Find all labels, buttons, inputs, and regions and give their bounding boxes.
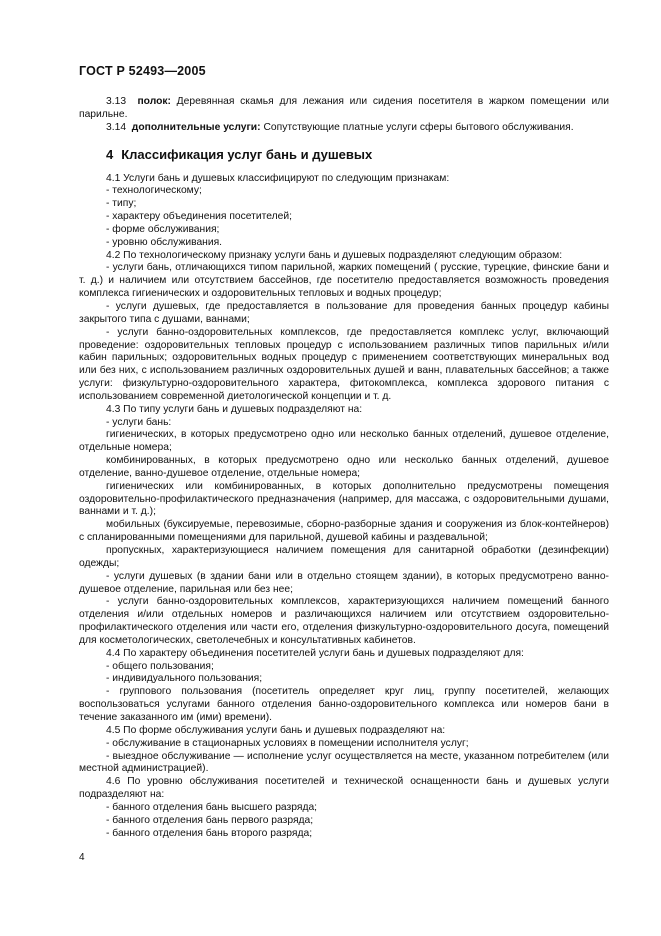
- term: дополнительные услуги:: [131, 121, 261, 133]
- list-item: - выездное обслуживание — исполнение услуг осуществляется на месте, указанном потребителем (или местной администрацией).: [79, 750, 609, 775]
- paragraph: 4.3 По типу услуги бань и душевых подразделяют на:: [106, 403, 363, 415]
- list-item: - услуги душевых (в здании бани или в отдельно стоящем здании), в которых предусмотрено ванно-душевое отделение, парильная или без нее;: [79, 570, 609, 595]
- list-item: - типу;: [106, 198, 137, 210]
- list-item: - форме обслуживания;: [106, 223, 220, 235]
- definition-text: Сопутствующие платные услуги сферы бытового обслуживания.: [263, 121, 574, 133]
- list-item: - уровню обслуживания.: [106, 236, 223, 248]
- list-item: - банного отделения бань первого разряда;: [106, 814, 314, 826]
- clause-number: 3.14: [106, 121, 127, 133]
- paragraph: 4.5 По форме обслуживания услуги бань и душевых подразделяют на:: [106, 724, 446, 736]
- paragraph: гигиенических или комбинированных, в которых дополнительно предусмотрены помещения оздоровительно-профилактического предназначения (например, для массажа, с оздоровительными душами, ваннами и т. д.);: [79, 480, 609, 518]
- list-item: - общего пользования;: [106, 660, 214, 672]
- list-item: - банного отделения бань высшего разряда;: [106, 801, 318, 813]
- definition-3-13: [79, 96, 609, 122]
- list-item: - индивидуального пользования;: [106, 673, 263, 685]
- section-title: Классификация услуг бань и душевых: [121, 146, 373, 162]
- list-item: - услуги банно-оздоровительных комплексов, где предоставляется комплекс услуг, включающий проведение: оздоровительных тепловых процедур с использованием различных типов парильных и/или кабин парильных; оздоровительных водных процедур с применением соответствующих минеральных вод или без них, с использованием различных оздоровительных душей и ванн, плавательных бассейнов; а также услуги: физкультурно-оздоровительного характера, фитокомплекса, комплекса здорового питания с использованием современной диетологической концепции и т. д.: [79, 326, 609, 402]
- paragraph: пропускных, характеризующиеся наличием помещения для санитарной обработки (дезинфекции) одежды;: [79, 545, 609, 569]
- list-item: - банного отделения бань второго разряда;: [106, 827, 313, 839]
- section-heading: [79, 147, 609, 163]
- page-number: 4: [79, 852, 85, 863]
- list-item: - услуги душевых, где предоставляется в пользование для проведения банных процедур кабины закрытого типа с душами, ваннами;: [79, 300, 609, 325]
- paragraph: 4.6 По уровню обслуживания посетителей и технической оснащенности бань и душевых услуги подразделяют на:: [79, 776, 609, 801]
- list-item: - характеру объединения посетителей;: [106, 211, 292, 223]
- list-item: - обслуживание в стационарных условиях в помещении исполнителя услуг;: [106, 737, 469, 749]
- definition-text: Деревянная скамья для лежания или сидения посетителя в жарком помещении или парильне.: [79, 96, 609, 120]
- paragraph: гигиенических, в которых предусмотрено одно или несколько банных отделений, душевое отделение, отдельные номера;: [79, 429, 609, 454]
- term: полок:: [137, 96, 171, 107]
- clause-number: 3.13: [106, 96, 127, 107]
- document-header: ГОСТ Р 52493—2005: [79, 64, 206, 78]
- paragraph: мобильных (буксируемые, перевозимые, сборно-разборные здания и сооружения из блок-контейнеров) с спланированными помещениями для парильной, душевой кабины и раздевальной;: [79, 519, 609, 544]
- paragraph: комбинированных, в которых предусмотрено одно или несколько банных отделений, душевое отделение, ванно-душевое отделение, отдельные номера;: [79, 455, 609, 479]
- list-item: - группового пользования (посетитель определяет круг лиц, группу посетителей, желающих воспользоваться услугами банного отделения банно-оздоровительного комплекса или номеров бани в течение заказанного им (ими) времени).: [79, 686, 609, 723]
- paragraph: 4.1 Услуги бань и душевых классифицируют по следующим признакам:: [106, 172, 450, 184]
- section-number: 4: [106, 146, 114, 162]
- list-item: - технологическому;: [106, 185, 202, 197]
- definition-3-14: [79, 122, 609, 135]
- list-item: - услуги банно-оздоровительных комплексов, характеризующихся наличием помещений банного отделения и/или отдельных номеров и различающихся наличием или отсутствием оздоровительно-профилактического отделения или части его, отделения физкультурно-оздоровительного досуга, помещений для косметологических, светолечебных и консультативных кабинетов.: [79, 596, 609, 646]
- page-body: [79, 96, 609, 840]
- paragraph: 4.4 По характеру объединения посетителей услуги бань и душевых подразделяют для:: [106, 647, 524, 659]
- list-item: - услуги бань, отличающихся типом парильной, жарких помещений ( русские, турецкие, финские бани и т. д.) и наличием или отсутствием бассейнов, где посетителю предоставляется возможность проведения комплекса гигиенических и оздоровительных тепловых и водных процедур;: [79, 262, 609, 300]
- list-item: - услуги бань:: [106, 416, 172, 428]
- paragraph: 4.2 По технологическому признаку услуги бань и душевых подразделяют следующим образом:: [106, 249, 563, 261]
